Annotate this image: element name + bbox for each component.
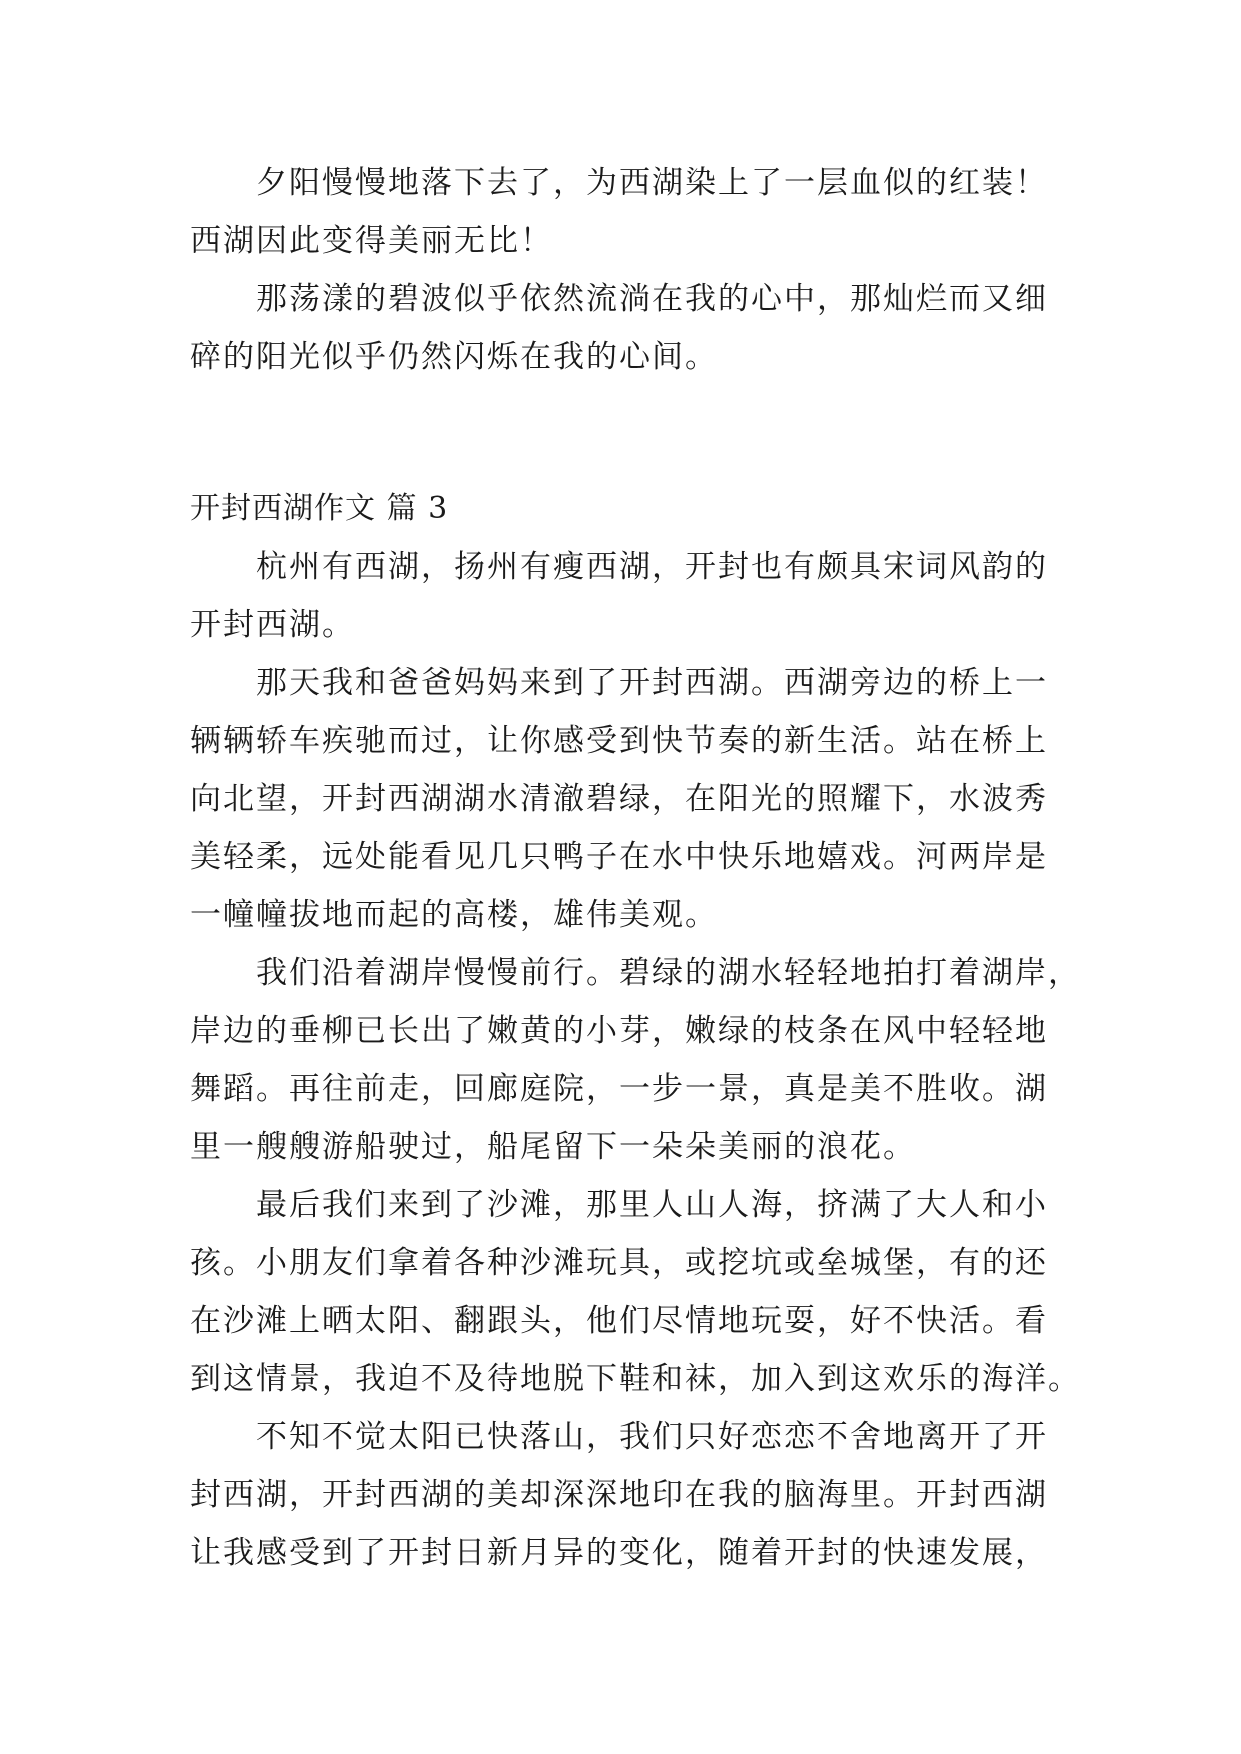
text-line: 不知不觉太阳已快落山，我们只好恋恋不舍地离开了开 bbox=[256, 1419, 1048, 1455]
text-line: 舞蹈。再往前走，回廊庭院，一步一景，真是美不胜收。湖 bbox=[190, 1071, 1048, 1107]
text-line: 夕阳慢慢地落下去了，为西湖染上了一层血似的红装！ bbox=[256, 165, 1048, 201]
section-heading: 开封西湖作文 篇 3 bbox=[190, 491, 449, 526]
paragraph bbox=[190, 1176, 1081, 1408]
text-line: 岸边的垂柳已长出了嫩黄的小芽，嫩绿的枝条在风中轻轻地 bbox=[190, 1013, 1048, 1049]
text-line: 一幢幢拔地而起的高楼，雄伟美观。 bbox=[190, 897, 718, 933]
text-line: 在沙滩上晒太阳、翻跟头，他们尽情地玩耍，好不快活。看 bbox=[190, 1303, 1048, 1339]
text-line: 辆辆轿车疾驰而过，让你感受到快节奏的新生活。站在桥上 bbox=[190, 723, 1048, 759]
paragraph bbox=[190, 270, 1050, 386]
paragraph bbox=[190, 1408, 1050, 1582]
paragraph bbox=[190, 944, 1081, 1176]
document-page bbox=[190, 154, 1081, 1582]
section-spacer bbox=[190, 386, 1050, 480]
text-line: 我们沿着湖岸慢慢前行。碧绿的湖水轻轻地拍打着湖岸， bbox=[256, 955, 1081, 991]
text-line: 杭州有西湖，扬州有瘦西湖，开封也有颇具宋词风韵的 bbox=[256, 549, 1048, 585]
text-line: 到这情景，我迫不及待地脱下鞋和袜，加入到这欢乐的海洋。 bbox=[190, 1361, 1081, 1397]
text-line: 最后我们来到了沙滩，那里人山人海，挤满了大人和小 bbox=[256, 1187, 1048, 1223]
text-line: 西湖因此变得美丽无比！ bbox=[190, 223, 553, 259]
text-line: 美轻柔，远处能看见几只鸭子在水中快乐地嬉戏。河两岸是 bbox=[190, 839, 1048, 875]
text-line: 让我感受到了开封日新月异的变化，随着开封的快速发展， bbox=[190, 1535, 1048, 1571]
text-line: 孩。小朋友们拿着各种沙滩玩具，或挖坑或垒城堡，有的还 bbox=[190, 1245, 1048, 1281]
text-line: 那天我和爸爸妈妈来到了开封西湖。西湖旁边的桥上一 bbox=[256, 665, 1048, 701]
paragraph bbox=[190, 538, 1050, 654]
paragraph bbox=[190, 154, 1050, 270]
paragraph bbox=[190, 654, 1050, 944]
text-line: 那荡漾的碧波似乎依然流淌在我的心中，那灿烂而又细 bbox=[256, 281, 1048, 317]
text-line: 里一艘艘游船驶过，船尾留下一朵朵美丽的浪花。 bbox=[190, 1129, 916, 1165]
text-line: 封西湖，开封西湖的美却深深地印在我的脑海里。开封西湖 bbox=[190, 1477, 1048, 1513]
text-line: 开封西湖。 bbox=[190, 607, 355, 643]
text-line: 向北望，开封西湖湖水清澈碧绿，在阳光的照耀下，水波秀 bbox=[190, 781, 1048, 817]
text-line: 碎的阳光似乎仍然闪烁在我的心间。 bbox=[190, 339, 718, 375]
